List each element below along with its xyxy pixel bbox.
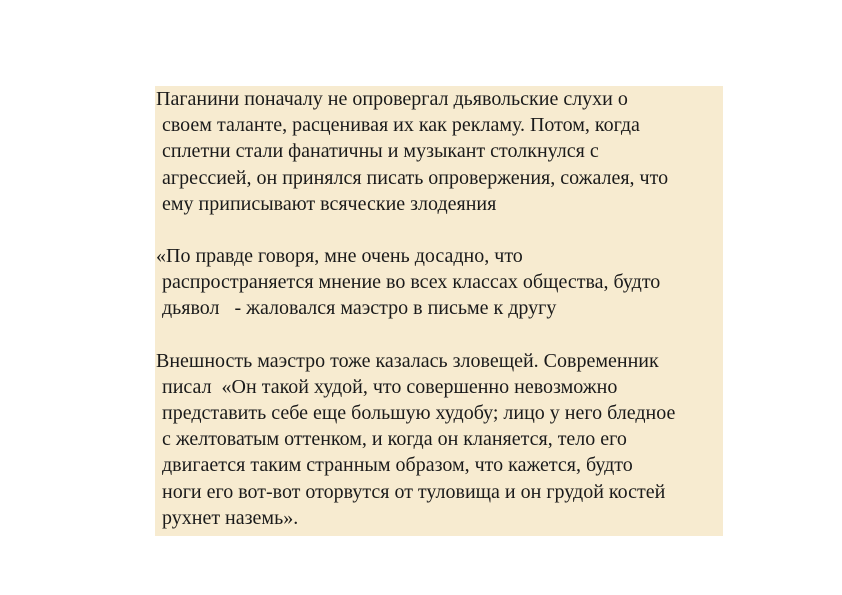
text-line: сплетни стали фанатичны и музыкант столкнулся с	[162, 140, 599, 163]
text-line: своем таланте, расценивая их как рекламу. Потом, когда	[162, 114, 640, 137]
text-line: рухнет наземь».	[162, 506, 299, 529]
text-line: «По правде говоря, мне очень досадно, что	[156, 245, 523, 268]
text-line: с желтоватым оттенком, и когда он кланяется, тело его	[162, 428, 627, 451]
text-line: представить себе еще большую худобу; лицо у него бледное	[162, 402, 676, 425]
text-line: ему приписывают всяческие злодеяния	[162, 192, 497, 215]
text-line: распространяется мнение во всех классах общества, будто	[162, 271, 661, 294]
paragraph-appearance	[155, 348, 723, 531]
text-line: ноги его вот-вот оторвутся от туловища и он грудой костей	[162, 480, 666, 503]
text-line: Паганини поначалу не опровергал дьявольские слухи о	[156, 88, 628, 110]
text-line: писал «Он такой худой, что совершенно невозможно	[162, 375, 618, 398]
paragraph-letter-quote	[155, 243, 723, 322]
text-line: Внешность маэстро тоже казалась зловещей. Современник	[156, 349, 659, 372]
text-line: агрессией, он принялся писать опровержения, сожалея, что	[162, 166, 669, 189]
text-line: дьявол - жаловался маэстро в письме к другу	[162, 297, 557, 320]
text-line: двигается таким странным образом, что кажется, будто	[162, 454, 633, 477]
text-box	[155, 86, 723, 536]
paragraph-paganini-rumors	[155, 86, 723, 217]
